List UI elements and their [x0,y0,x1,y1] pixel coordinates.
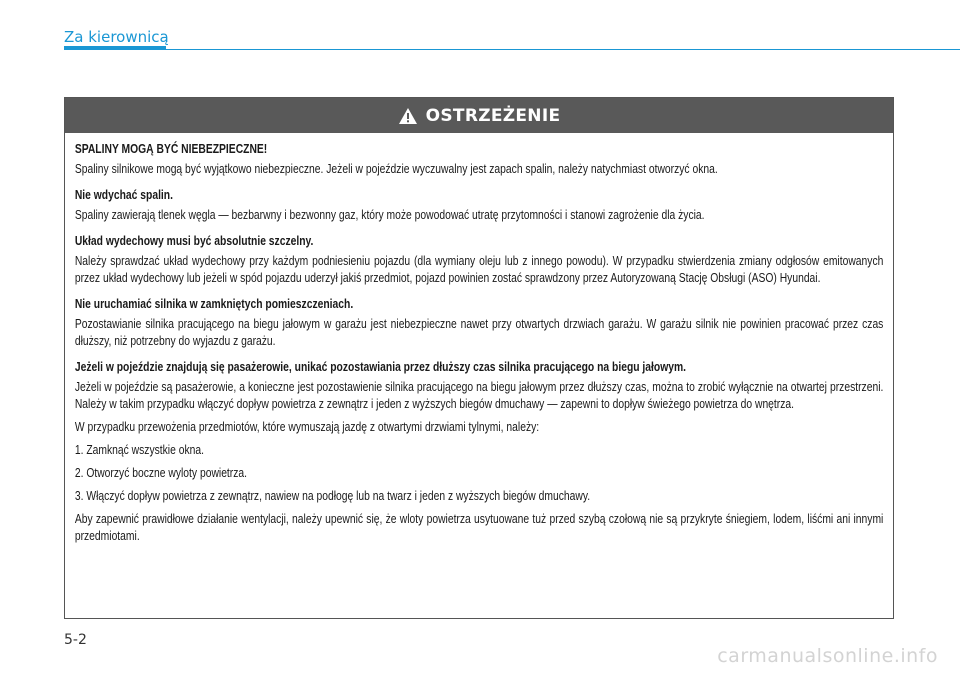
warning-section [75,233,884,287]
page-number: 5-2 [64,632,87,648]
warning-header [65,98,893,133]
warning-section [75,187,884,224]
section-paragraph: Pozostawianie silnika pracującego na biegu jałowym w garażu jest niebezpieczne nawet przy otwartych drzwiach garażu. W garażu silnik nie powinien pracować przez czas dłuższy, niż potrzebny do wyjazdu z garażu. [74,317,884,348]
list-item: 3. Włączyć dopływ powietrza z zewnątrz, nawiew na podłogę lub na twarz i jeden z wyższych biegów dmuchawy. [74,489,591,503]
section-heading: SPALINY MOGĄ BYĆ NIEBEZPIECZNE! [74,142,268,156]
warning-triangle-icon [398,107,418,125]
section-paragraph: Spaliny silnikowe mogą być wyjątkowo niebezpieczne. Jeżeli w pojeździe wyczuwalny jest zapach spalin, należy natychmiast otworzyć okna. [74,162,718,176]
warning-box [64,97,894,619]
warning-body [65,133,893,545]
section-paragraph: Jeżeli w pojeździe są pasażerowie, a konieczne jest pozostawienie silnika pracującego na biegu jałowym przez dłuższy czas, można to zrobić wyłącznie na otwartej przestrzeni. Należy w takim przypadku włączyć dopływ powietrza z zewnątrz i jeden z wyższych biegów dmuchawy — zapewni to dopływ świeżego powietrza do wnętrza. [74,380,884,411]
section-paragraph: W przypadku przewożenia przedmiotów, które wymuszają jazdę z otwartymi drzwiami tylnymi, należy: [74,420,540,434]
warning-section [75,141,884,178]
list-item: 2. Otworzyć boczne wyloty powietrza. [74,466,248,480]
section-title: Za kierownicą [64,28,169,46]
warning-title: OSTRZEŻENIE [425,105,561,126]
list-item: 1. Zamknąć wszystkie okna. [74,443,204,457]
section-heading: Nie wdychać spalin. [74,188,173,202]
closing-paragraph: Aby zapewnić prawidłowe działanie wentylacji, należy upewnić się, że wloty powietrza usytuowane tuż przed szybą czołową nie są przykryte śniegiem, lodem, liśćmi ani innymi przedmiotami. [74,512,884,543]
section-paragraph: Należy sprawdzać układ wydechowy przy każdym podniesieniu pojazdu (dla wymiany oleju lub z innego powodu). W przypadku stwierdzenia zmiany odgłosów emitowanych przez układ wydechowy lub jeżeli w spód pojazdu uderzył jakiś przedmiot, pojazd powinien zostać sprawdzony przez Autoryzowaną Stację Obsługi (ASO) Hyundai. [74,254,884,285]
watermark: carmanualsonline.info [717,645,938,667]
section-heading: Jeżeli w pojeździe znajdują się pasażerowie, unikać pozostawiania przez dłuższy czas silnika pracującego na biegu jałowym. [74,360,687,374]
header-divider [64,49,960,50]
warning-section [75,296,884,350]
warning-section [75,359,884,545]
section-paragraph: Spaliny zawierają tlenek węgla — bezbarwny i bezwonny gaz, który może powodować utratę przytomności i stanowi zagrożenie dla życia. [74,208,705,222]
section-heading: Nie uruchamiać silnika w zamkniętych pomieszczeniach. [74,297,354,311]
section-heading: Układ wydechowy musi być absolutnie szczelny. [74,234,314,248]
